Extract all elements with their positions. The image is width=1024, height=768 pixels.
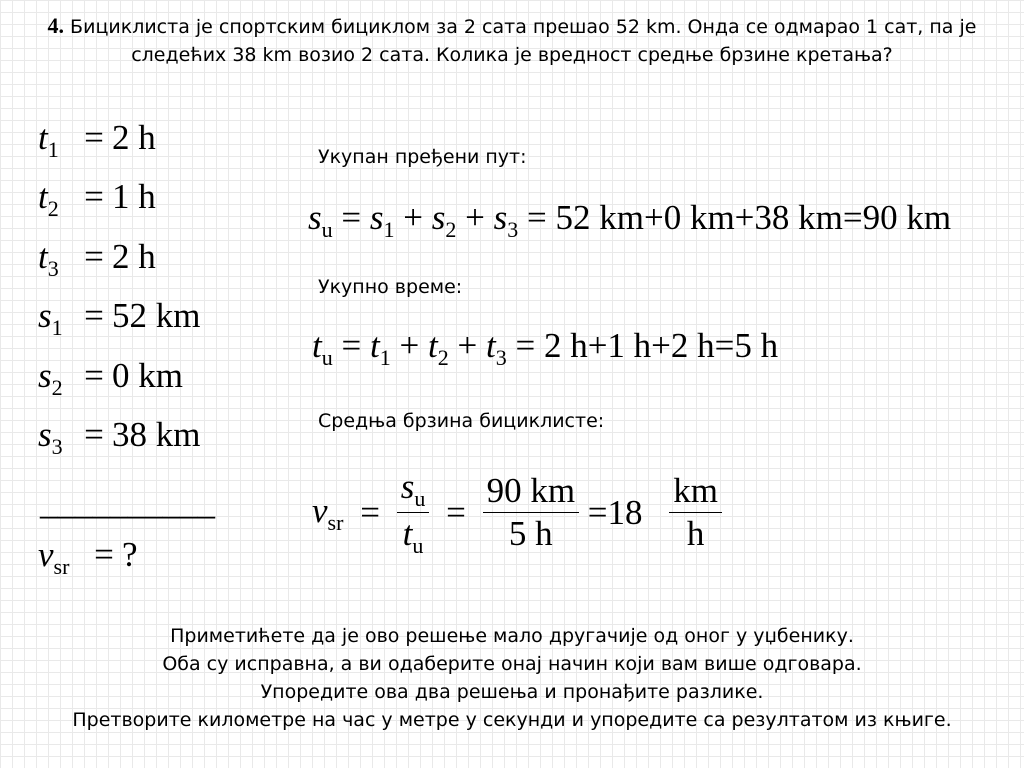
speed-label: Средња брзина бициклисте: <box>318 410 605 432</box>
footer-notes <box>14 622 1010 734</box>
given-t1: $t_1 = 2$ h <box>38 118 156 162</box>
fraction-90km-5h: $\frac{90 km}{5 h}$ <box>483 470 579 555</box>
footer-line: Оба су исправна, а ви одаберите онај начин који вам више одговара. <box>162 653 862 675</box>
given-s3: $s_3 = 38$ km <box>38 415 201 459</box>
speed-result: =18 <box>587 492 643 532</box>
distance-label: Укупан пређени пут: <box>318 146 527 168</box>
distance-equation: $s_u = s_1 + s_2 + s_3 = 52$ km+0 km+38 km=90 km <box>308 198 952 242</box>
time-label: Укупно време: <box>318 276 463 298</box>
fraction-km-h: $\frac{km}{h}$ <box>669 470 722 555</box>
speed-equation: $v_{sr}$ = $\frac{s_u}{t_u}$ = $\frac{90 km}{5 h}$ =18 $\frac{km}{h}$ <box>312 466 722 559</box>
footer-line: Претворите километре на час у метре у секунди и упоредите са резултатом из књиге. <box>72 709 952 731</box>
given-t3: $t_3 = 2$ h <box>38 237 156 281</box>
fraction-su-tu: $\frac{s_u}{t_u}$ <box>397 466 430 559</box>
footer-line: Упоредите ова два решења и пронађите разлике. <box>260 681 764 703</box>
given-s2: $s_2 = 0$ km <box>38 356 183 400</box>
given-t2: $t_2 = 1$ h <box>38 177 156 221</box>
problem-text: Бициклиста је спортским бициклом за 2 сата прешао 52 km. Онда се одмарао 1 сат, па је следећих 38 km возио 2 сата. Колика је вредност средње брзине кретања? <box>64 16 977 66</box>
footer-line: Приметићете да је ово решење мало другачије од оног у уџбенику. <box>170 625 854 647</box>
given-s1: $s_1 = 52$ km <box>38 296 201 340</box>
separator-line: __________ <box>40 483 215 522</box>
distance-result: 52 km+0 km+38 km=90 km <box>555 198 952 237</box>
time-equation: $t_u = t_1 + t_2 + t_3 = 2$ h+1 h+2 h=5 h <box>312 326 779 370</box>
problem-number: 4. <box>47 13 65 38</box>
unknown-vsr: $v_{sr}$ = ? <box>38 535 138 579</box>
time-result: 2 h+1 h+2 h=5 h <box>543 326 779 365</box>
problem-statement <box>14 12 1010 69</box>
